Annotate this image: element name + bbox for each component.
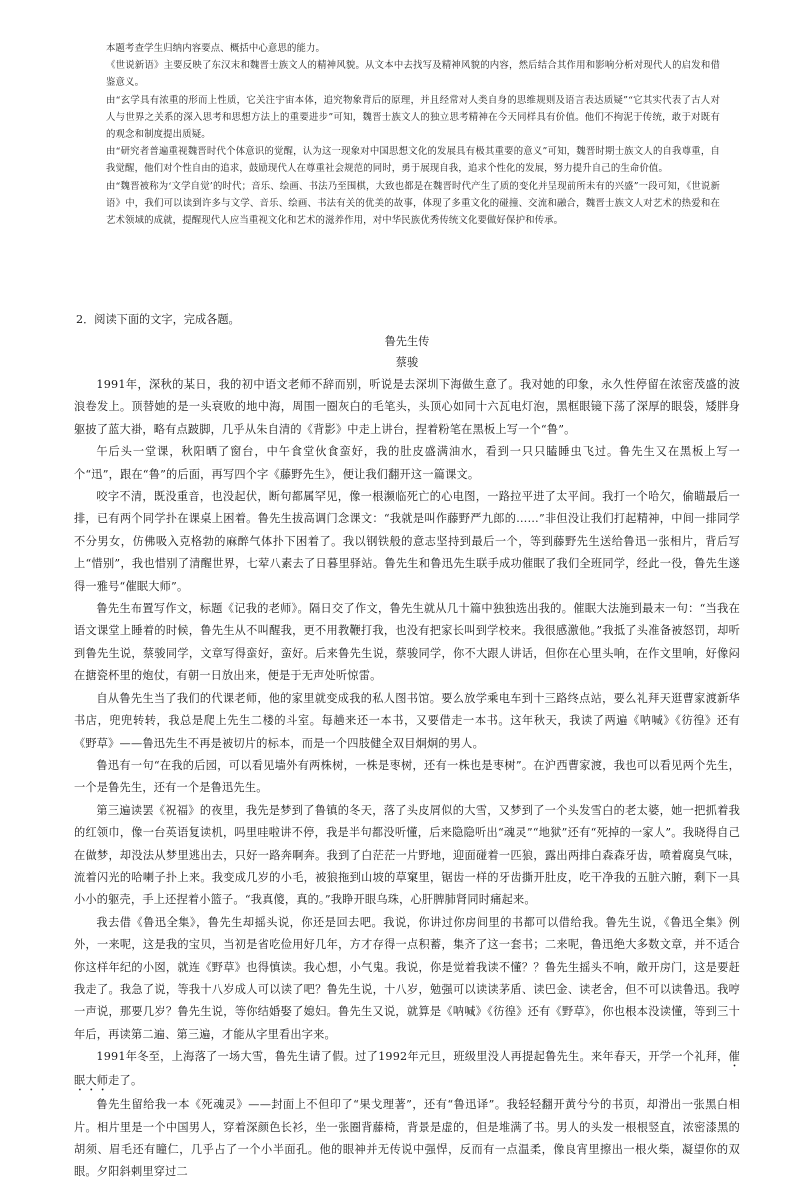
article-body [74,374,740,1184]
analysis-line: 由“研究者普遍重视魏晋时代个体意识的觉醒，认为这一现象对中国思想文化的发展具有极其重要的意义”可知，魏晋时期士族文人的自我尊重，自我觉醒，他们对个性自由的追求，鼓励现代人在尊重社会规范的同时，勇于展现自我，追求个性化的发展，努力提升自己的生命价值。 [106,146,720,175]
analysis-line: 本题考查学生归纳内容要点、概括中心意思的能力。 [106,43,326,54]
article-paragraph: 第三遍读罢《祝福》的夜里，我先是梦到了鲁镇的冬天，落了头皮屑似的大雪，又梦到了一个头发雪白的老太婆，她一把抓着我的红领巾，像一台英语复读机，吗里哇啦讲不停，我是半句都没听懂，后来隐隐听出“魂灵”“地狱”还有“死掉的一家人”。我晓得自己在做梦，却没法从梦里逃出去，只好一路奔啊奔。我到了白茫茫一片野地，迎面碰着一匹狼，露出两排白森森牙齿，喷着腐臭气味，流着闪光的哈喇子扑上来。我变成几岁的小毛，被狼拖到山坡的草窠里，锯齿一样的牙齿撕开肚皮，吃干净我的五脏六腑，剩下一具小小的躯壳，手上还捏着小篮子。“我真傻，真的。”我睁开眼乌珠，心肝脾肺肾同时痛起来。 [74,803,740,907]
article-paragraph: 1991年，深秋的某日，我的初中语文老师不辞而别，听说是去深圳下海做生意了。我对她的印象，永久性停留在浓密茂盛的波浪卷发上。顶替她的是一头衰败的地中海，周围一圈灰白的毛笔头，头顶心如同十六瓦电灯泡，黑框眼镜下荡了深厚的眼袋，矮胖身躯披了蓝大褂，略有点跛脚，几乎从朱自清的《背影》中走上讲台，捏着粉笔在黑板上写一个“鲁”。 [74,378,740,436]
paragraph-text: 走了。 [108,1074,143,1088]
answer-analysis [106,40,720,229]
analysis-line: 由“玄学具有浓重的形而上性质，它关注宇宙本体，追究物象背后的原理，并且经常对人类自身的思维规则及语言表达质疑”“它其实代表了古人对人与世界之关系的深入思考和思想方法上的重要进步”可知，魏晋士族文人的独立思考精神在今天同样具有价值。他们不拘泥于传统，敢于对既有的观念和制度提出质疑。 [106,94,720,141]
analysis-line: 由“魏晋被称为‘文学自觉’的时代；音乐、绘画、书法乃至围棋，大致也都是在魏晋时代产生了质的变化并呈现前所未有的兴盛”一段可知，《世说新语》中，我们可以读到许多与文学、音乐、绘画、书法有关的优美的故事，体现了多重文化的碰撞、交流和融合，魏晋士族文人对艺术的热爱和在艺术领域的成就，提醒现代人应当重视文化和艺术的滋养作用，对中华民族优秀传统文化要做好保护和传承。 [106,180,720,227]
article-author: 蔡骏 [395,356,419,369]
article-paragraph: 自从鲁先生当了我们的代课老师，他的家里就变成我的私人图书馆。要么放学乘电车到十三路终点站，要么礼拜天逛曹家渡新华书店，兜兜转转，我总是爬上先生二楼的斗室。每趟来还一本书，又要借走一本书。这年秋天，我读了两遍《呐喊》《彷徨》还有《野草》——鲁迅先生不再是被切片的标本，而是一个四肢健全双目炯炯的男人。 [74,691,740,750]
question-2 [74,311,740,1184]
article-paragraph: 午后头一堂课，秋阳晒了窗台，中午食堂伙食蛮好，我的肚皮盛满油水，看到一只只瞌睡虫飞过。鲁先生又在黑板上写一个“迅”，跟在“鲁”的后面，再写四个字《藤野先生》，便让我们翻开这一篇课文。 [74,445,740,481]
article-title: 鲁先生传 [384,335,430,348]
article-paragraph: 鲁迅有一句“在我的后园，可以看见墙外有两株树，一株是枣树，还有一株也是枣树”。在沪西曹家渡，我也可以看见两个先生，一个是鲁先生，还有一个是鲁迅先生。 [74,758,740,795]
article-paragraph: 鲁先生布置写作文，标题《记我的老师》。隔日交了作文，鲁先生就从几十篇中独独选出我的。催眠大法施到最末一句：“当我在语文课堂上睡着的时候，鲁先生从不叫醒我，更不用教鞭打我，也没有把家长叫到学校来。我很感激他。”我抵了头准备被怒罚，却听到鲁先生说，蔡骏同学，文章写得蛮好，蛮好。后来鲁先生说，蔡骏同学，你不大跟人讲话，但你在心里头响，在作文里响，好像闷在搪瓷杯里的炮仗，有朝一日放出来，便是于无声处听惊雷。 [74,602,740,683]
article-paragraph: 我去借《鲁迅全集》，鲁先生却摇头说，你还是回去吧。我说，你讲过你房间里的书都可以借给我。鲁先生说，《鲁迅全集》例外，一来呢，这是我的宝贝，当初是省吃俭用好几年，方才存得一点积蓄，集齐了这一套书；二来呢，鲁迅绝大多数文章，并不适合你这样年纪的小囡，就连《野草》也得慎读。我心想，小气鬼。我说，你是觉着我读不懂？？鲁先生摇头不响，敞开房门，这是要赶我走了。我急了说，等我十八岁成人可以读了吧？鲁先生说，十八岁，勉强可以读读茅盾、读巴金、读老舍，但不可以读鲁迅。我哼一声说，那要几岁？鲁先生说，等你结婚娶了媳妇。鲁先生又说，就算是《呐喊》《彷徨》还有《野草》，你也根本没读懂，等到三十年后，再读第二遍、第三遍，才能从字里看出字来。 [74,915,740,1041]
article-paragraph: 咬字不清，既没重音，也没起伏，断句都属罕见，像一根濒临死亡的心电图，一路拉平进了太平间。我打一个哈欠，偷瞄最后一排，已有两个同学扑在课桌上困着。鲁先生拔高调门念课文：“我就是叫作藤野严九郎的……”非但没让我们打起精神，中间一排同学不分男女，仿佛吸入克格勃的麻醉气体扑下困着了。我以钢铁般的意志坚持到最后一个，等到藤野先生送给鲁迅一张相片，背后写上“惜别”，我也惜别了清醒世界，七荤八素去了日暮里驿站。鲁先生和鲁迅先生联手成功催眠了我们全班同学，经此一役，鲁先生遂得一雅号“催眠大师”。 [74,490,740,593]
emphasized-phrase: 催眠大师 [74,1050,740,1088]
analysis-line: 《世说新语》主要反映了东汉末和魏晋士族文人的精神风貌。从文本中去找写及精神风貌的内容，然后结合其作用和影响分析对现代人的启发和借鉴意义。 [106,60,720,89]
article-paragraph: 鲁先生留给我一本《死魂灵》——封面上不但印了“果戈理著”，还有“鲁迅译”。我轻轻翻开黄兮兮的书页，却滑出一张黑白相片。相片里是一个中国男人，穿着深颜色长衫，坐一张圈背藤椅，背景是虚的，但是堆满了书。男人的头发一根根竖直，浓密漆黑的胡须、眉毛还有瞳仁，几乎占了一个小半面孔。他的眼神并无传说中强悍，反而有一点温柔，像良宵里擦出一根火柴，凝望你的双眼。夕阳斜剌里穿过二 [74,1098,740,1179]
question-number: 2．阅读下面的文字，完成各题。 [76,313,240,326]
paragraph-text: 1991年冬至，上海落了一场大雪，鲁先生请了假。过了1992年元旦，班级里没人再提起鲁先生。来年春天，开学一个礼拜， [96,1050,729,1064]
article-paragraph-emphasis [74,1046,740,1094]
